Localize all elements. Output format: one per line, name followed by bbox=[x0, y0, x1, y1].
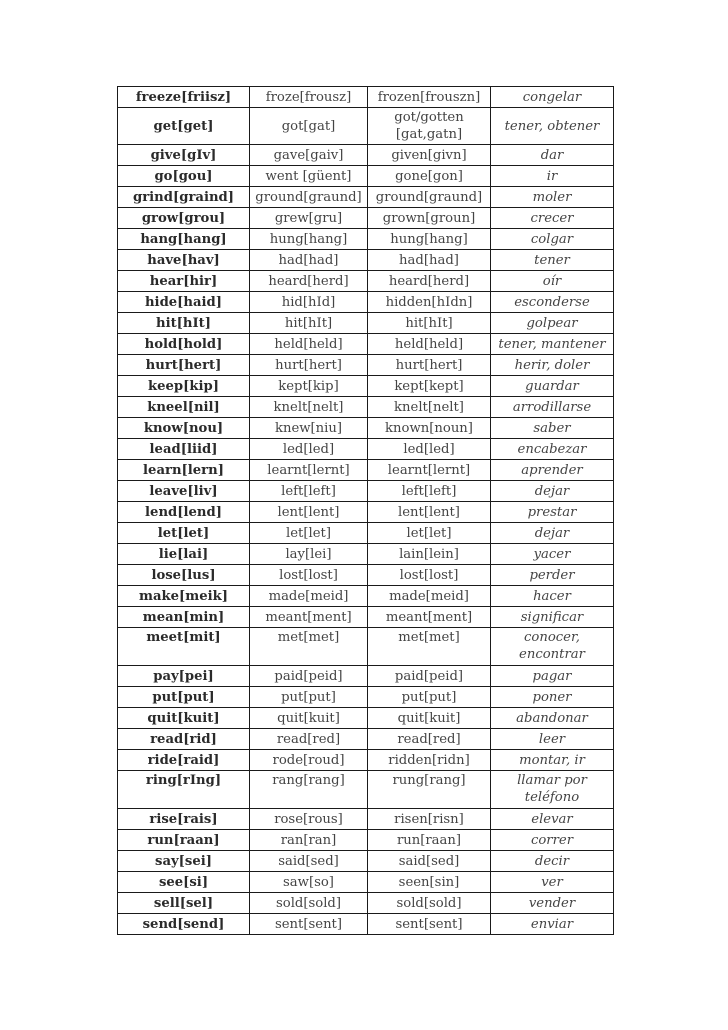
table-row bbox=[118, 851, 614, 872]
base-form-cell: lose[lus] bbox=[118, 565, 250, 586]
past-simple-cell: learnt[lernt] bbox=[250, 460, 368, 481]
past-simple-cell: sold[sold] bbox=[250, 893, 368, 914]
base-form-cell: pay[pei] bbox=[118, 666, 250, 687]
base-form-cell: meet[mit] bbox=[118, 628, 250, 666]
base-form-cell: send[send] bbox=[118, 914, 250, 935]
spanish-translation-cell: crecer bbox=[491, 208, 614, 229]
base-form-cell: kneel[nil] bbox=[118, 397, 250, 418]
past-simple-cell: paid[peid] bbox=[250, 666, 368, 687]
past-participle-cell: given[givn] bbox=[368, 145, 491, 166]
spanish-translation-cell: conocer, encontrar bbox=[491, 628, 614, 666]
table-row bbox=[118, 914, 614, 935]
base-form-cell: keep[kip] bbox=[118, 376, 250, 397]
spanish-translation-cell: ver bbox=[491, 872, 614, 893]
past-simple-cell: led[led] bbox=[250, 439, 368, 460]
past-participle-cell: known[noun] bbox=[368, 418, 491, 439]
past-participle-cell: ridden[ridn] bbox=[368, 750, 491, 771]
past-simple-cell: got[gat] bbox=[250, 108, 368, 145]
irregular-verbs-table bbox=[117, 86, 614, 935]
past-participle-cell: hurt[hert] bbox=[368, 355, 491, 376]
past-simple-cell: left[left] bbox=[250, 481, 368, 502]
past-simple-cell: hurt[hert] bbox=[250, 355, 368, 376]
base-form-cell: grow[grou] bbox=[118, 208, 250, 229]
spanish-translation-cell: correr bbox=[491, 830, 614, 851]
past-participle-cell: gone[gon] bbox=[368, 166, 491, 187]
past-simple-cell: knelt[nelt] bbox=[250, 397, 368, 418]
past-participle-cell: quit[kuit] bbox=[368, 708, 491, 729]
table-row bbox=[118, 460, 614, 481]
past-simple-cell: put[put] bbox=[250, 687, 368, 708]
spanish-translation-cell: perder bbox=[491, 565, 614, 586]
spanish-translation-cell: significar bbox=[491, 607, 614, 628]
past-participle-cell: lent[lent] bbox=[368, 502, 491, 523]
past-simple-cell: met[met] bbox=[250, 628, 368, 666]
table-row bbox=[118, 586, 614, 607]
past-simple-cell: sent[sent] bbox=[250, 914, 368, 935]
spanish-translation-cell: tener, mantener bbox=[491, 334, 614, 355]
spanish-translation-cell: arrodillarse bbox=[491, 397, 614, 418]
table-row bbox=[118, 313, 614, 334]
spanish-translation-cell: abandonar bbox=[491, 708, 614, 729]
base-form-cell: make[meik] bbox=[118, 586, 250, 607]
spanish-translation-cell: ir bbox=[491, 166, 614, 187]
spanish-translation-cell: encabezar bbox=[491, 439, 614, 460]
spanish-translation-cell: oír bbox=[491, 271, 614, 292]
past-simple-cell: knew[niu] bbox=[250, 418, 368, 439]
base-form-cell: sell[sel] bbox=[118, 893, 250, 914]
base-form-cell: lead[liid] bbox=[118, 439, 250, 460]
spanish-translation-cell: vender bbox=[491, 893, 614, 914]
base-form-cell: ride[raid] bbox=[118, 750, 250, 771]
table-row bbox=[118, 607, 614, 628]
past-participle-cell: meant[ment] bbox=[368, 607, 491, 628]
table-row bbox=[118, 108, 614, 145]
spanish-translation-cell: moler bbox=[491, 187, 614, 208]
base-form-cell: hurt[hert] bbox=[118, 355, 250, 376]
spanish-translation-cell: golpear bbox=[491, 313, 614, 334]
past-participle-cell: read[red] bbox=[368, 729, 491, 750]
base-form-cell: get[get] bbox=[118, 108, 250, 145]
base-form-cell: rise[rais] bbox=[118, 809, 250, 830]
table-row bbox=[118, 271, 614, 292]
spanish-translation-cell: tener, obtener bbox=[491, 108, 614, 145]
spanish-translation-cell: prestar bbox=[491, 502, 614, 523]
past-participle-cell: heard[herd] bbox=[368, 271, 491, 292]
past-simple-cell: said[sed] bbox=[250, 851, 368, 872]
base-form-cell: hide[haid] bbox=[118, 292, 250, 313]
past-simple-cell: lent[lent] bbox=[250, 502, 368, 523]
table-row bbox=[118, 502, 614, 523]
past-simple-cell: ground[graund] bbox=[250, 187, 368, 208]
past-participle-cell: ground[graund] bbox=[368, 187, 491, 208]
past-simple-cell: lay[lei] bbox=[250, 544, 368, 565]
past-participle-cell: rung[rang] bbox=[368, 771, 491, 809]
table-row bbox=[118, 830, 614, 851]
table-row bbox=[118, 729, 614, 750]
past-participle-cell: frozen[frouszn] bbox=[368, 87, 491, 108]
base-form-cell: ring[rIng] bbox=[118, 771, 250, 809]
past-simple-cell: froze[frousz] bbox=[250, 87, 368, 108]
base-form-cell: lie[lai] bbox=[118, 544, 250, 565]
spanish-translation-cell: saber bbox=[491, 418, 614, 439]
past-simple-cell: let[let] bbox=[250, 523, 368, 544]
base-form-cell: know[nou] bbox=[118, 418, 250, 439]
spanish-translation-cell: decir bbox=[491, 851, 614, 872]
spanish-translation-cell: dejar bbox=[491, 481, 614, 502]
past-participle-cell: led[led] bbox=[368, 439, 491, 460]
table-row bbox=[118, 544, 614, 565]
past-participle-cell: lost[lost] bbox=[368, 565, 491, 586]
base-form-cell: hear[hir] bbox=[118, 271, 250, 292]
base-form-cell: go[gou] bbox=[118, 166, 250, 187]
past-simple-cell: quit[kuit] bbox=[250, 708, 368, 729]
past-simple-cell: had[had] bbox=[250, 250, 368, 271]
past-participle-cell: got/gotten [gat,gatn] bbox=[368, 108, 491, 145]
table-row bbox=[118, 565, 614, 586]
past-simple-cell: lost[lost] bbox=[250, 565, 368, 586]
base-form-cell: hit[hIt] bbox=[118, 313, 250, 334]
table-row bbox=[118, 397, 614, 418]
table-row bbox=[118, 208, 614, 229]
past-simple-cell: heard[herd] bbox=[250, 271, 368, 292]
table-row bbox=[118, 481, 614, 502]
table-row bbox=[118, 872, 614, 893]
base-form-cell: run[raan] bbox=[118, 830, 250, 851]
past-simple-cell: made[meid] bbox=[250, 586, 368, 607]
past-simple-cell: hid[hId] bbox=[250, 292, 368, 313]
past-participle-cell: seen[sin] bbox=[368, 872, 491, 893]
spanish-translation-cell: tener bbox=[491, 250, 614, 271]
base-form-cell: lend[lend] bbox=[118, 502, 250, 523]
table-row bbox=[118, 666, 614, 687]
past-simple-cell: saw[so] bbox=[250, 872, 368, 893]
past-participle-cell: had[had] bbox=[368, 250, 491, 271]
base-form-cell: let[let] bbox=[118, 523, 250, 544]
table-row bbox=[118, 187, 614, 208]
table-row bbox=[118, 166, 614, 187]
table-row bbox=[118, 229, 614, 250]
past-participle-cell: sold[sold] bbox=[368, 893, 491, 914]
spanish-translation-cell: enviar bbox=[491, 914, 614, 935]
table-row bbox=[118, 87, 614, 108]
past-simple-cell: meant[ment] bbox=[250, 607, 368, 628]
spanish-translation-cell: dejar bbox=[491, 523, 614, 544]
spanish-translation-cell: herir, doler bbox=[491, 355, 614, 376]
table-row bbox=[118, 809, 614, 830]
table-row bbox=[118, 418, 614, 439]
past-participle-cell: knelt[nelt] bbox=[368, 397, 491, 418]
past-simple-cell: held[held] bbox=[250, 334, 368, 355]
verb-table-body bbox=[118, 87, 614, 935]
table-row bbox=[118, 708, 614, 729]
spanish-translation-cell: esconderse bbox=[491, 292, 614, 313]
past-participle-cell: lain[lein] bbox=[368, 544, 491, 565]
table-row bbox=[118, 523, 614, 544]
past-participle-cell: grown[groun] bbox=[368, 208, 491, 229]
past-simple-cell: hit[hIt] bbox=[250, 313, 368, 334]
past-participle-cell: hit[hIt] bbox=[368, 313, 491, 334]
base-form-cell: grind[graind] bbox=[118, 187, 250, 208]
past-simple-cell: ran[ran] bbox=[250, 830, 368, 851]
table-row bbox=[118, 292, 614, 313]
past-simple-cell: read[red] bbox=[250, 729, 368, 750]
base-form-cell: read[rid] bbox=[118, 729, 250, 750]
base-form-cell: have[hav] bbox=[118, 250, 250, 271]
past-participle-cell: made[meid] bbox=[368, 586, 491, 607]
past-participle-cell: put[put] bbox=[368, 687, 491, 708]
past-participle-cell: kept[kept] bbox=[368, 376, 491, 397]
table-row bbox=[118, 250, 614, 271]
past-simple-cell: gave[gaiv] bbox=[250, 145, 368, 166]
spanish-translation-cell: llamar por teléfono bbox=[491, 771, 614, 809]
spanish-translation-cell: yacer bbox=[491, 544, 614, 565]
spanish-translation-cell: hacer bbox=[491, 586, 614, 607]
table-row bbox=[118, 893, 614, 914]
spanish-translation-cell: leer bbox=[491, 729, 614, 750]
table-row bbox=[118, 145, 614, 166]
spanish-translation-cell: elevar bbox=[491, 809, 614, 830]
table-row bbox=[118, 750, 614, 771]
past-simple-cell: rose[rous] bbox=[250, 809, 368, 830]
base-form-cell: see[si] bbox=[118, 872, 250, 893]
table-row bbox=[118, 771, 614, 809]
spanish-translation-cell: pagar bbox=[491, 666, 614, 687]
past-participle-cell: risen[risn] bbox=[368, 809, 491, 830]
past-participle-cell: paid[peid] bbox=[368, 666, 491, 687]
spanish-translation-cell: aprender bbox=[491, 460, 614, 481]
base-form-cell: hang[hang] bbox=[118, 229, 250, 250]
base-form-cell: say[sei] bbox=[118, 851, 250, 872]
past-participle-cell: hung[hang] bbox=[368, 229, 491, 250]
past-participle-cell: run[raan] bbox=[368, 830, 491, 851]
past-participle-cell: said[sed] bbox=[368, 851, 491, 872]
past-participle-cell: hidden[hIdn] bbox=[368, 292, 491, 313]
spanish-translation-cell: dar bbox=[491, 145, 614, 166]
past-participle-cell: learnt[lernt] bbox=[368, 460, 491, 481]
spanish-translation-cell: colgar bbox=[491, 229, 614, 250]
past-participle-cell: met[met] bbox=[368, 628, 491, 666]
table-row bbox=[118, 687, 614, 708]
base-form-cell: leave[liv] bbox=[118, 481, 250, 502]
past-participle-cell: left[left] bbox=[368, 481, 491, 502]
base-form-cell: give[gIv] bbox=[118, 145, 250, 166]
past-participle-cell: let[let] bbox=[368, 523, 491, 544]
base-form-cell: freeze[friisz] bbox=[118, 87, 250, 108]
table-row bbox=[118, 628, 614, 666]
past-simple-cell: went [güent] bbox=[250, 166, 368, 187]
past-simple-cell: kept[kip] bbox=[250, 376, 368, 397]
base-form-cell: put[put] bbox=[118, 687, 250, 708]
past-simple-cell: hung[hang] bbox=[250, 229, 368, 250]
table-row bbox=[118, 439, 614, 460]
table-row bbox=[118, 355, 614, 376]
past-simple-cell: grew[gru] bbox=[250, 208, 368, 229]
past-participle-cell: held[held] bbox=[368, 334, 491, 355]
spanish-translation-cell: guardar bbox=[491, 376, 614, 397]
past-simple-cell: rode[roud] bbox=[250, 750, 368, 771]
base-form-cell: hold[hold] bbox=[118, 334, 250, 355]
base-form-cell: quit[kuit] bbox=[118, 708, 250, 729]
spanish-translation-cell: poner bbox=[491, 687, 614, 708]
spanish-translation-cell: montar, ir bbox=[491, 750, 614, 771]
table-row bbox=[118, 334, 614, 355]
table-row bbox=[118, 376, 614, 397]
past-participle-cell: sent[sent] bbox=[368, 914, 491, 935]
spanish-translation-cell: congelar bbox=[491, 87, 614, 108]
base-form-cell: mean[min] bbox=[118, 607, 250, 628]
past-simple-cell: rang[rang] bbox=[250, 771, 368, 809]
base-form-cell: learn[lern] bbox=[118, 460, 250, 481]
